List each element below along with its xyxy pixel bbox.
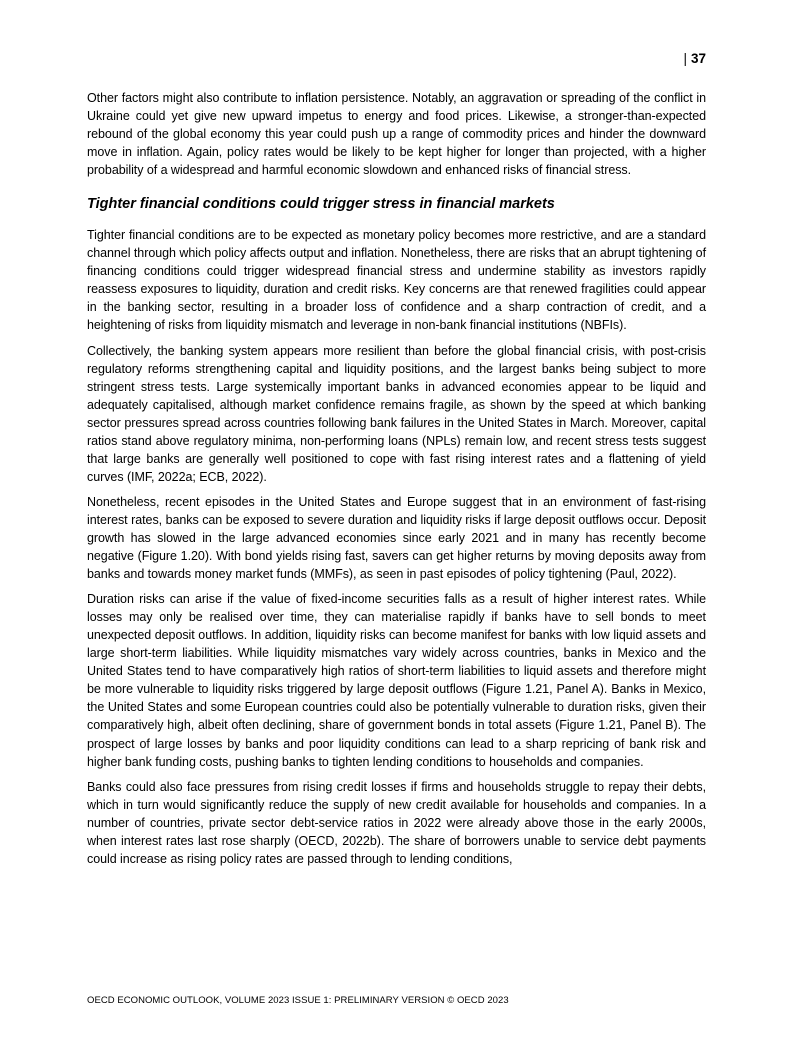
page-body (87, 89, 706, 875)
paragraph-deposit-outflows: Nonetheless, recent episodes in the United States and Europe suggest that in an environment of fast-rising interest rates, banks can be exposed to severe duration and liquidity risks if large deposit outflows occur. Deposit growth has slowed in the large advanced economies since early 2021 and in many has recently become negative (Figure 1.20). With bond yields rising fast, savers can get higher returns by moving deposits away from banks and towards money market funds (MMFs), as seen in past episodes of policy tightening (Paul, 2022). (87, 494, 706, 582)
section-heading: Tighter financial conditions could trigger stress in financial markets (87, 196, 555, 213)
page-number-separator: | (683, 51, 687, 66)
page-footer: OECD ECONOMIC OUTLOOK, VOLUME 2023 ISSUE 1: PRELIMINARY VERSION © OECD 2023 (87, 995, 509, 1006)
page-number (683, 50, 706, 68)
page-number-value: 37 (690, 51, 706, 66)
paragraph-financial-conditions: Tighter financial conditions are to be expected as monetary policy becomes more restrictive, and are a standard channel through which policy affects output and inflation. Nonetheless, there are risks that an abrupt tightening of financing conditions could trigger widespread financial stress and undermine stability as investors rapidly reassess exposures to liquidity, duration and credit risks. Key concerns are that renewed fragilities could appear in the banking sector, resulting in a broader loss of confidence and a sharp contraction of credit, and a heightening of risks from liquidity mismatch and leverage in non-bank financial institutions (NBFIs). (87, 228, 706, 333)
paragraph-banking-resilience: Collectively, the banking system appears more resilient than before the global financial crisis, with post-crisis regulatory reforms strengthening capital and liquidity positions, and the largest banks being subject to more stringent stress tests. Large systemically important banks in advanced economies appear to be liquid and adequately capitalised, although market confidence remains fragile, as shown by the speed at which banking sector pressures spread across countries following bank failures in the United States in March. Moreover, capital ratios stand above regulatory minima, non-performing loans (NPLs) remain low, and recent stress tests suggest that large banks are generally well positioned to cope with fast rising interest rates and a flattening of yield curves (IMF, 2022a; ECB, 2022). (87, 343, 706, 484)
paragraph-duration-risks: Duration risks can arise if the value of fixed-income securities falls as a result of higher interest rates. While losses may only be realised over time, they can materialise rapidly if banks have to sell bonds to meet unexpected deposit outflows. In addition, liquidity risks can become manifest for banks with low liquid assets and large short-term liabilities. While liquidity mismatches vary widely across countries, banks in Mexico and the United States tend to have comparatively high ratios of short-term liabilities to liquid assets and therefore might be more vulnerable to liquidity risks triggered by large deposit outflows (Figure 1.21, Panel A). Banks in Mexico, the United States and some European countries could also be potentially vulnerable to duration risks, given their comparatively high, albeit often declining, share of government bonds in total assets (Figure 1.21, Panel B). The prospect of large losses by banks and poor liquidity conditions can lead to a sharp repricing of bank risk and higher bank funding costs, pushing banks to tighten lending conditions to households and companies. (87, 592, 706, 769)
paragraph-credit-losses: Banks could also face pressures from rising credit losses if firms and households struggle to repay their debts, which in turn would significantly reduce the supply of new credit available for households and companies. In a number of countries, private sector debt-service ratios in 2022 were already above those in the early 2000s, when interest rates last rose sharply (OECD, 2022b). The share of borrowers unable to service debt payments could increase as rising policy rates are passed through to lending conditions, (87, 779, 706, 866)
paragraph-inflation-persistence: Other factors might also contribute to inflation persistence. Notably, an aggravation or spreading of the conflict in Ukraine could yet give new upward impetus to energy and food prices. Likewise, a stronger-than-expected rebound of the global economy this year could push up a range of commodity prices and hinder the downward move in inflation. Again, policy rates would be likely to be kept higher for longer than projected, with a higher probability of a widespread and harmful economic slowdown and enhanced risks of financial stress. (87, 91, 706, 178)
